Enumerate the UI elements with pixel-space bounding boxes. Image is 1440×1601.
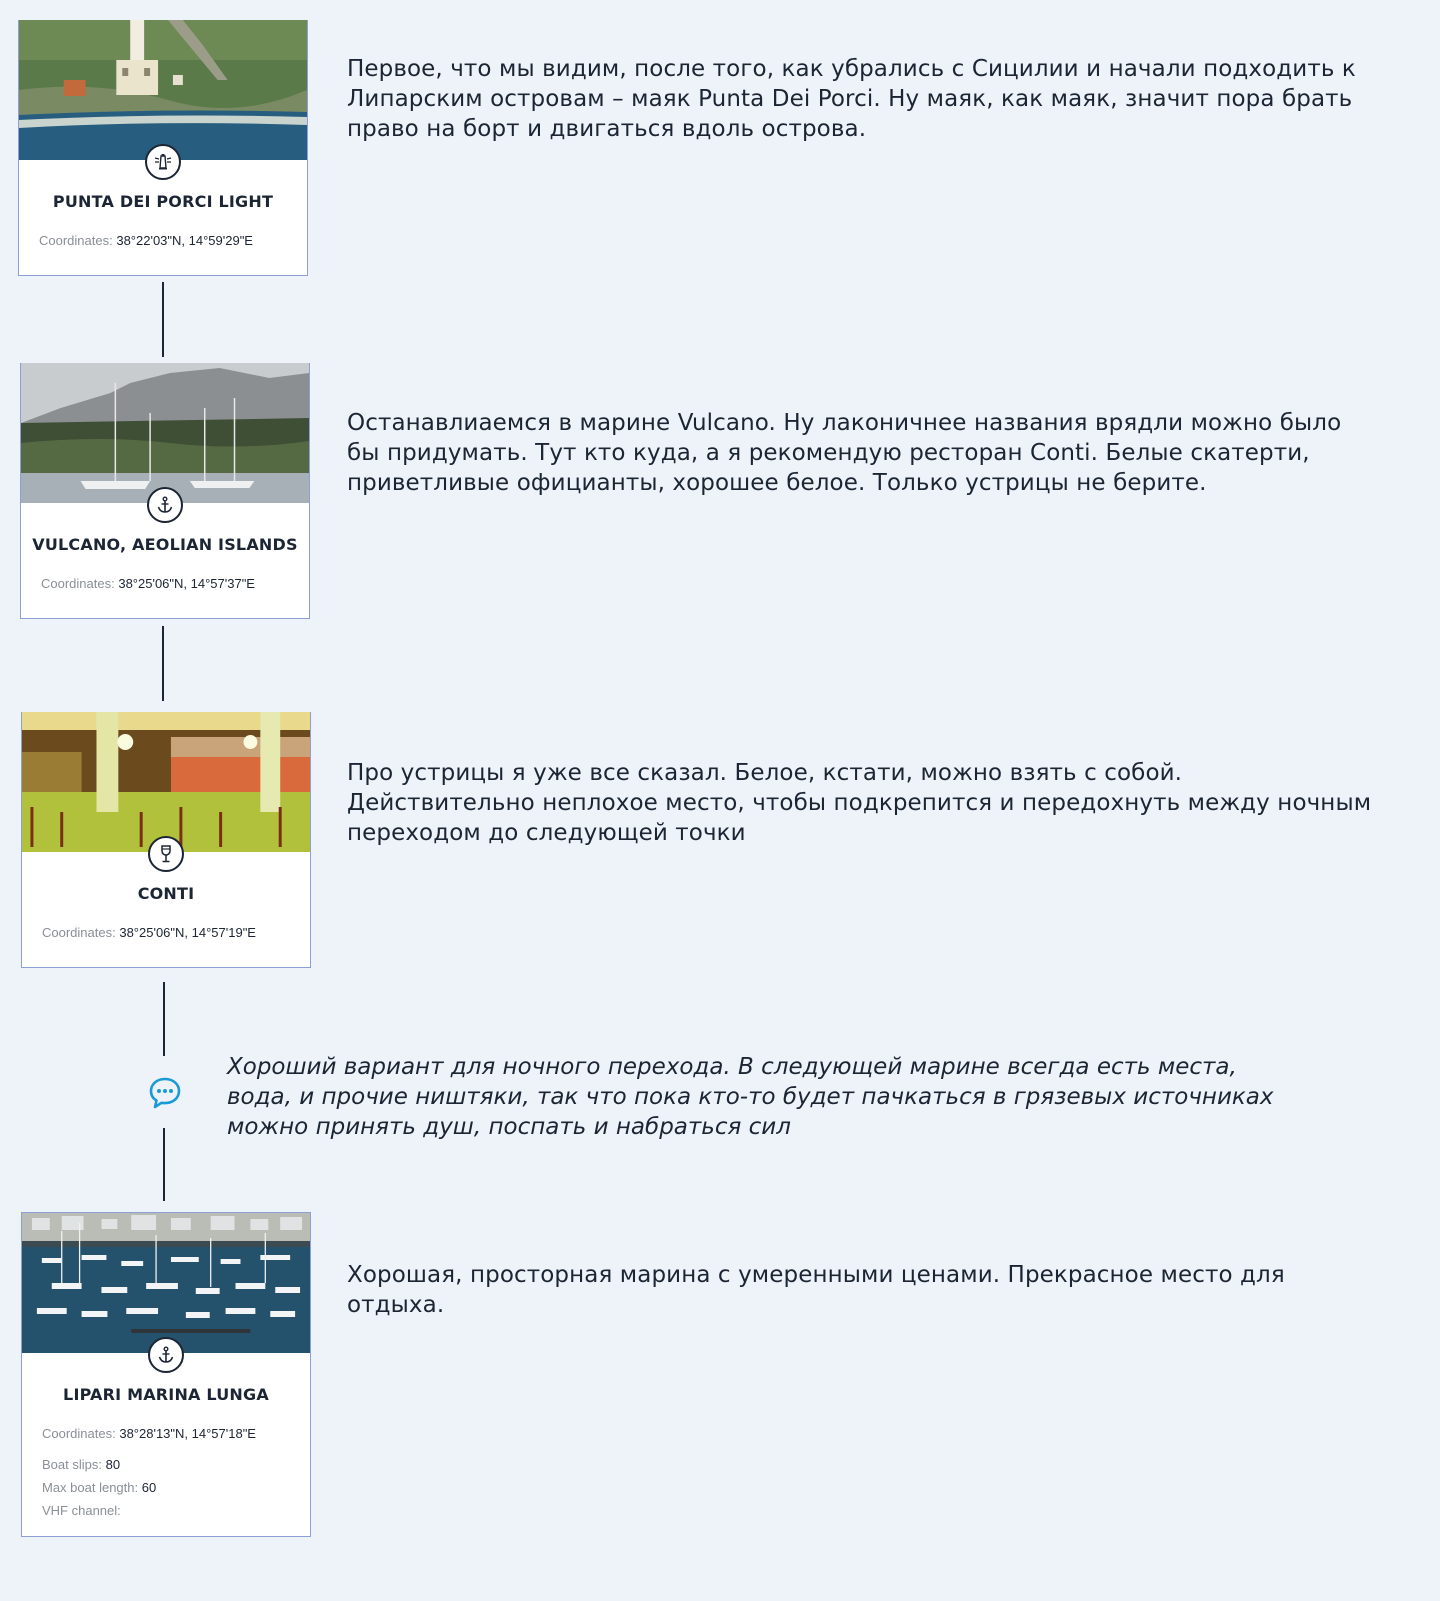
waypoint-card-conti[interactable] <box>21 712 311 968</box>
coordinates-row <box>22 925 310 940</box>
waypoint-title: CONTI <box>137 884 195 903</box>
waypoint-title: LIPARI MARINA LUNGA <box>63 1385 269 1404</box>
coordinates-value: 38°28'13"N, 14°57'18"E <box>119 1426 256 1441</box>
waypoint-title: VULCANO, AEOLIAN ISLANDS <box>32 535 298 554</box>
chat-bubble-icon <box>148 1076 182 1110</box>
coordinates-value: 38°22'03"N, 14°59'29"E <box>116 233 253 248</box>
route-connector <box>163 982 165 1056</box>
coordinates-row <box>22 1426 310 1441</box>
waypoint-card-punta-dei-porci[interactable] <box>18 20 308 276</box>
coordinates-label: Coordinates: <box>41 576 115 591</box>
coordinates-label: Coordinates: <box>42 1426 116 1441</box>
anchor-icon <box>147 487 183 523</box>
waypoint-description: Первое, что мы видим, после того, как убрались с Сицилии и начали подходить к Липарским островам – маяк Punta Dei Porci. Ну маяк, как маяк, значит пора брать право на борт и двигаться вдоль острова. <box>347 56 1356 142</box>
wine-glass-icon <box>148 836 184 872</box>
vhf-channel-label: VHF channel: <box>42 1503 121 1518</box>
vhf-channel-row <box>22 1503 310 1518</box>
waypoint-card-lipari[interactable] <box>21 1212 311 1537</box>
route-connector <box>162 282 164 357</box>
coordinates-row <box>19 233 307 248</box>
lighthouse-icon <box>145 144 181 180</box>
boat-slips-label: Boat slips: <box>42 1457 102 1472</box>
max-boat-length-row <box>22 1480 310 1495</box>
coordinates-label: Coordinates: <box>39 233 113 248</box>
boat-slips-value: 80 <box>105 1457 121 1472</box>
route-connector <box>162 626 164 701</box>
route-note: Хороший вариант для ночного перехода. В следующей марине всегда есть места, вода, и прочие ништяки, так что пока кто-то будет пачкаться в грязевых источниках можно принять душ, поспать и набраться сил <box>227 1054 1274 1140</box>
boat-slips-row <box>22 1457 310 1472</box>
waypoint-card-vulcano[interactable] <box>20 363 310 619</box>
anchor-icon <box>148 1337 184 1373</box>
waypoint-photo <box>19 20 307 160</box>
waypoint-title: PUNTA DEI PORCI LIGHT <box>52 192 274 211</box>
coordinates-label: Coordinates: <box>42 925 116 940</box>
coordinates-row <box>21 576 309 591</box>
waypoint-photo <box>22 712 310 852</box>
waypoint-description: Хорошая, просторная марина с умеренными ценами. Прекрасное место для отдыха. <box>347 1262 1285 1318</box>
coordinates-value: 38°25'06"N, 14°57'19"E <box>119 925 256 940</box>
waypoint-photo <box>22 1213 310 1353</box>
max-boat-length-label: Max boat length: <box>42 1480 139 1495</box>
waypoint-photo <box>21 363 309 503</box>
waypoint-description: Останавлиаемся в марине Vulcano. Ну лаконичнее названия врядли можно было бы придумать. Тут кто куда, а я рекомендую ресторан Conti. Белые скатерти, приветливые официанты, хорошее белое. Только устрицы не берите. <box>347 410 1342 496</box>
coordinates-value: 38°25'06"N, 14°57'37"E <box>118 576 255 591</box>
max-boat-length-value: 60 <box>141 1480 157 1495</box>
route-connector <box>163 1128 165 1201</box>
waypoint-description: Про устрицы я уже все сказал. Белое, кстати, можно взять с собой. Действительно неплохое место, чтобы подкрепится и передохнуть между ночным переходом до следующей точки <box>347 760 1372 846</box>
